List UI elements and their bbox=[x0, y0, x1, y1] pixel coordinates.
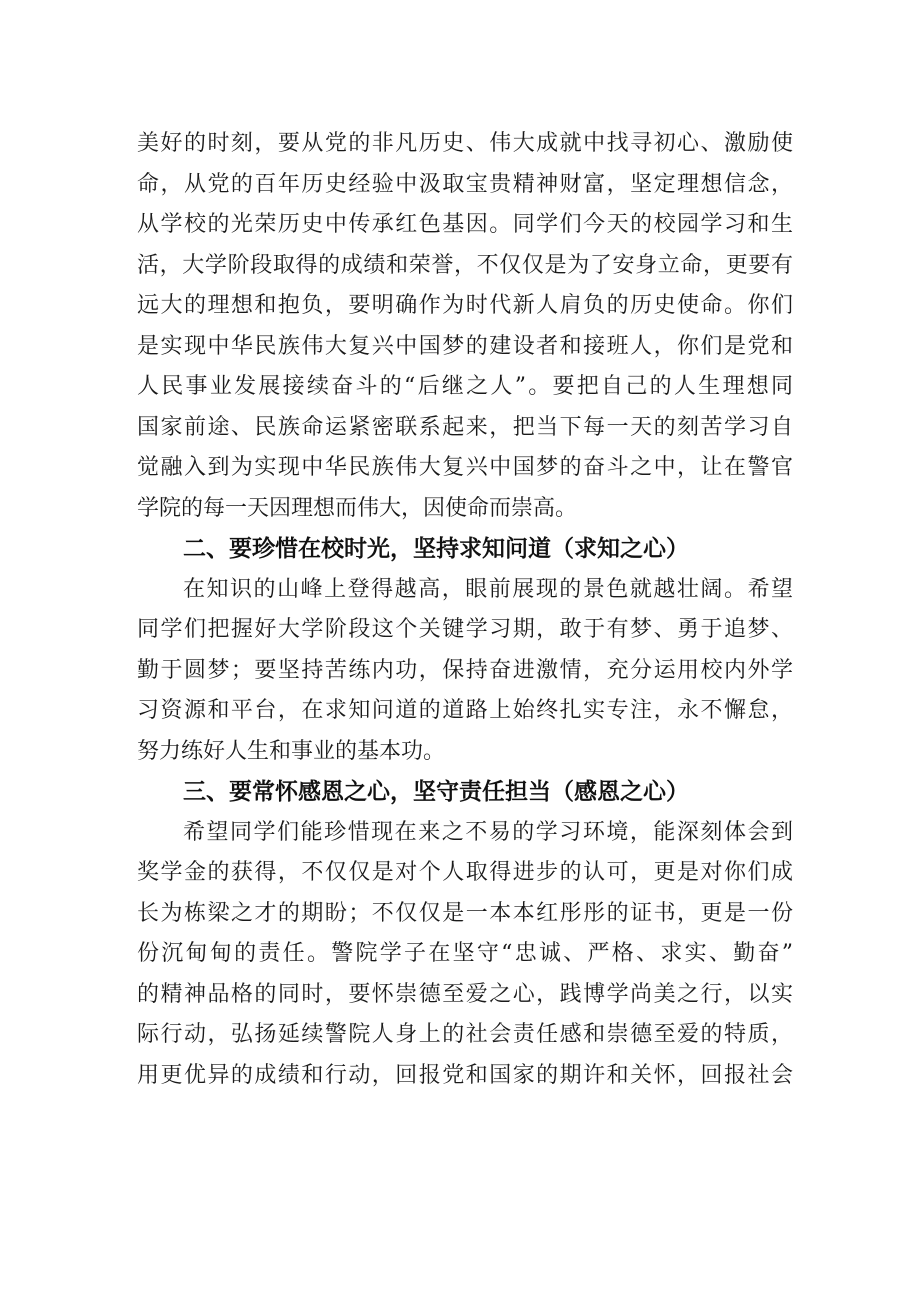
text-line: 远大的理想和抱负，要明确作为时代新人肩负的历史使命。你们 bbox=[137, 293, 793, 318]
paragraph-continuation bbox=[137, 124, 793, 529]
text-line: 是实现中华民族伟大复兴中国梦的建设者和接班人，你们是党和 bbox=[137, 333, 793, 359]
text-line: 觉融入到为实现中华民族伟大复兴中国梦的奋斗之中，让在警官 bbox=[137, 455, 793, 480]
paragraph-gratitude bbox=[137, 813, 793, 1097]
text-line: 人民事业发展接续奋斗的“后继之人”。要把自己的人生理想同 bbox=[137, 374, 793, 399]
text-line: 奖学金的获得，不仅仅是对个人取得进步的认可，更是对你们成 bbox=[137, 860, 793, 885]
text-line: 命，从党的百年历史经验中汲取宝贵精神财富，坚定理想信念， bbox=[137, 171, 793, 197]
text-line: 希望同学们能珍惜现在来之不易的学习环境，能深刻体会到 bbox=[183, 819, 793, 845]
text-line: 份沉甸甸的责任。警院学子在坚守“忠诚、严格、求实、勤奋” bbox=[137, 941, 793, 966]
text-line: 习资源和平台，在求知问道的道路上始终扎实专注，永不懈怠， bbox=[137, 698, 793, 723]
text-line: 际行动，弘扬延续警院人身上的社会责任感和崇德至爱的特质， bbox=[137, 1022, 793, 1047]
text-line: 勤于圆梦；要坚持苦练内功，保持奋进激情，充分运用校内外学 bbox=[137, 657, 793, 683]
text-line: 从学校的光荣历史中传承红色基因。同学们今天的校园学习和生 bbox=[137, 212, 793, 237]
text-line: 在知识的山峰上登得越高，眼前展现的景色就越壮阔。希望 bbox=[183, 576, 793, 602]
text-line: 学院的每一天因理想而伟大，因使命而崇高。 bbox=[137, 495, 578, 521]
text-line: 的精神品格的同时，要怀崇德至爱之心，践博学尚美之行，以实 bbox=[137, 981, 793, 1007]
text-line: 努力练好人生和事业的基本功。 bbox=[137, 738, 446, 764]
section-heading-3: 三、要常怀感恩之心，坚守责任担当（感恩之心） bbox=[183, 779, 689, 805]
text-line: 活，大学阶段取得的成绩和荣誉，不仅仅是为了安身立命，更要有 bbox=[137, 252, 793, 278]
document-body bbox=[137, 124, 793, 1096]
text-line: 长为栋梁之才的期盼；不仅仅是一本本红彤彤的证书，更是一份 bbox=[137, 900, 793, 926]
paragraph-knowledge bbox=[137, 570, 793, 773]
text-line: 美好的时刻，要从党的非凡历史、伟大成就中找寻初心、激励使 bbox=[137, 131, 793, 156]
text-line: 同学们把握好大学阶段这个关键学习期，敢于有梦、勇于追梦、 bbox=[137, 617, 793, 642]
section-heading-2: 二、要珍惜在校时光，坚持求知问道（求知之心） bbox=[183, 536, 689, 562]
text-line: 用更优异的成绩和行动，回报党和国家的期许和关怀，回报社会 bbox=[137, 1062, 793, 1088]
text-line: 国家前途、民族命运紧密联系起来，把当下每一天的刻苦学习自 bbox=[137, 414, 793, 440]
